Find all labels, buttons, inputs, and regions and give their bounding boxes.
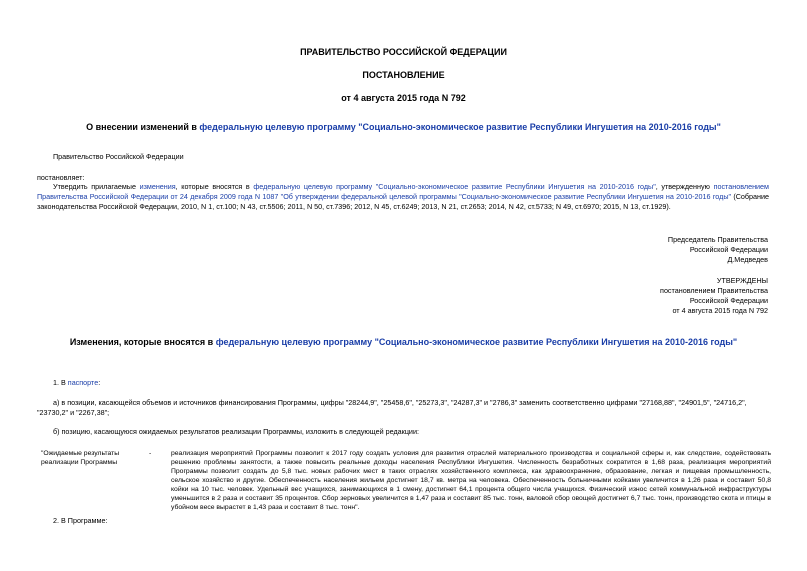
government-heading: ПРАВИТЕЛЬСТВО РОССИЙСКОЙ ФЕДЕРАЦИИ — [300, 47, 507, 57]
signature-name: Д.Медведев — [727, 255, 768, 264]
item-1-suffix: : — [98, 378, 101, 387]
paragraph-text: (Собрание законодательства Российской Федерации, 2010, N 1, ст.100; N 43, ст.5506; 2011, N 50, ст.7396; 2012, N 45, ст.6249; 2013, N 21, ст.2653; 2014, N 42, ст.5733; N 49, ст.6970; 2015, N 13, ст.1929). — [37, 192, 769, 211]
program-link[interactable]: федеральную целевую программу "Социально-экономическое развитие Республики Ингушетия на 2010-2016 годы" — [253, 182, 656, 191]
document-type: ПОСТАНОВЛЕНИЕ — [362, 70, 445, 80]
table-left-cell: "Ожидаемые результаты реализации Программы — [41, 450, 120, 466]
approval-heading: УТВЕРЖДЕНЫ — [716, 276, 768, 285]
program-link[interactable]: федеральную целевую программу "Социально-экономическое развитие Республики Ингушетия на 2010-2016 годы" — [215, 337, 738, 347]
changes-link[interactable]: изменения — [139, 182, 176, 191]
item-1-prefix: 1. В — [53, 378, 68, 387]
changes-title-prefix: Изменения, которые вносятся в — [69, 337, 216, 347]
document-title — [0, 121, 807, 133]
item-b: б) позицию, касающуюся ожидаемых результатов реализации Программы, изложить в следующей редакции: — [53, 427, 419, 436]
table-dash: - — [149, 450, 152, 457]
decrees-text: постановляет: — [37, 173, 85, 182]
item-2: 2. В Программе: — [53, 516, 108, 525]
approval-line: постановлением Правительства — [660, 286, 768, 295]
program-link[interactable]: федеральную целевую программу "Социально-экономическое развитие Республики Ингушетия на 2010-2016 годы" — [199, 122, 721, 132]
title-prefix: О внесении изменений в — [86, 122, 200, 132]
signature-title: Председатель Правительства — [667, 235, 768, 244]
changes-title — [0, 336, 807, 348]
item-a: а) в позиции, касающейся объемов и источников финансирования Программы, цифры "28244,9", "25458,6", "25273,3", "24287,3" и "2786,3" заменить соответственно цифрами "27168,88", "24901,5", "24716,2", "23730,2" и "2267,38"; — [37, 398, 747, 417]
approval-line: Российской Федерации — [689, 296, 768, 305]
approval-line: от 4 августа 2015 года N 792 — [672, 306, 768, 315]
paragraph-text: Утвердить прилагаемые — [53, 182, 140, 191]
resolution-paragraph — [37, 182, 769, 212]
signature-org: Российской Федерации — [689, 245, 768, 254]
passport-link[interactable]: паспорте — [67, 378, 99, 387]
approval-block — [660, 276, 768, 316]
resolution-1087-link[interactable]: постановлением Правительства Российской Федерации от 24 декабря 2009 года N 1087 "Об утверждении федеральной целевой программы "Социально-экономическое развитие Республики Ингушетия на 2010-2016 годы" — [37, 182, 769, 201]
document-date-number: от 4 августа 2015 года N 792 — [341, 93, 466, 103]
paragraph-text: , утвержденную — [655, 182, 714, 191]
paragraph-text: , которые вносятся в — [175, 182, 254, 191]
issuer-text: Правительство Российской Федерации — [53, 152, 184, 161]
signature-block — [668, 235, 768, 265]
item-1 — [53, 378, 100, 388]
table-right-cell: реализация мероприятий Программы позволит к 2017 году создать условия для развития отраслей материального производства и социальной сферы и, как следствие, содействовать решению проблемы занятости, а также повысить реальные доходы населения Республики Ингушетия. Численность безработных сократится в 1,68 раза, реализация мероприятий Программы позволит создать до 5,8 тыс. новых рабочих мест в таких отраслях хозяйственного комплекса, как здравоохранение, образование, легкая и пищевая промышленность, сельское хозяйство и другие. Обеспеченность населения жильем достигнет 18,7 кв. метра на человека. Обеспеченность больничными койками увеличится в 1,26 раза и составит 50,8 койки на 10 тыс. человек. Удельный вес учащихся, занимающихся в 1 смену, достигнет 64,1 процента общего числа учащихся. Физический износ сетей коммунальной инфраструктуры уменьшится в 2 раза и составит 35 процентов. Сбор зерновых увеличится в 1,47 раза и составит 85 тыс. тонн, валовой сбор овощей достигнет 6,7 тыс. тонн, производство скота и птицы в убойном весе вырастет в 1,43 раза и составит 8 тыс. тонн". — [171, 450, 771, 511]
